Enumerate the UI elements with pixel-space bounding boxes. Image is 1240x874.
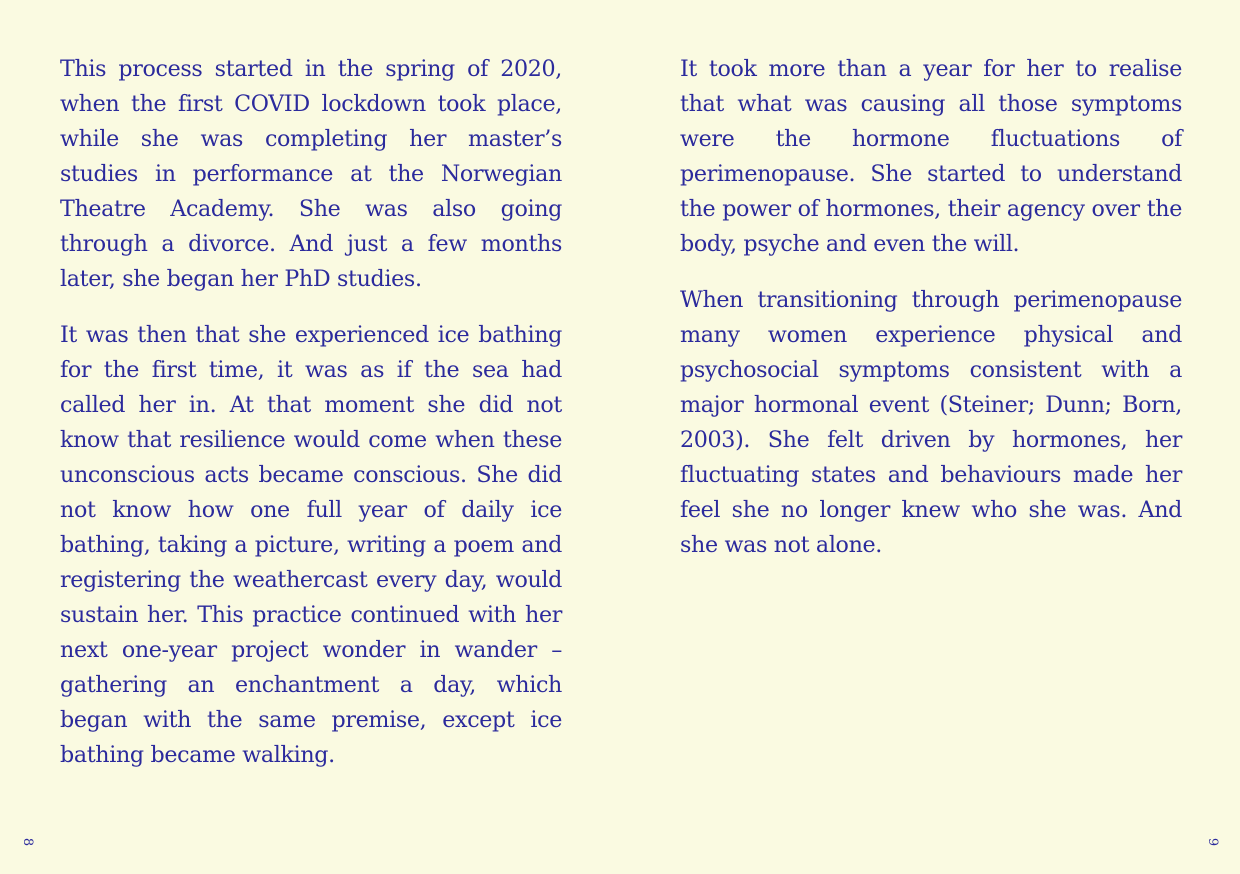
left-text-column [60,52,562,794]
right-text-column [680,52,1182,584]
right-page [620,0,1240,874]
right-paragraph-2: When transitioning through perimenopause many women experience physical and psychosocial symptoms consistent with a major hormonal event (Steiner; Dunn; Born, 2003). She felt driven by hormones, her fluctuating states and behaviours made her feel she no longer knew who she was. And she was not alone. [680,287,1182,558]
left-paragraph-2: It was then that she experienced ice bathing for the first time, it was as if the sea had called her in. At that moment she did not know that resilience would come when these unconscious acts became conscious. She did not know how one full year of daily ice bathing, taking a picture, writing a poem and registering the weathercast every day, would sustain her. This practice continued with her next one-year project wonder in wander – gathering an enchantment a day, which began with the same premise, except ice bathing became walking. [60,322,562,768]
left-paragraph-1: This process started in the spring of 2020, when the first COVID lockdown took place, while she was completing her master’s studies in performance at the Norwegian Theatre Academy. She was also going through a divorce. And just a few months later, she began her PhD studies. [60,56,562,292]
right-paragraph-1: It took more than a year for her to realise that what was causing all those symptoms were the hormone fluctuations of perimenopause. She started to understand the power of hormones, their agency over the body, psyche and even the will. [680,56,1182,257]
left-page-number: 8 [20,837,36,847]
right-page-number: 9 [1205,837,1221,847]
